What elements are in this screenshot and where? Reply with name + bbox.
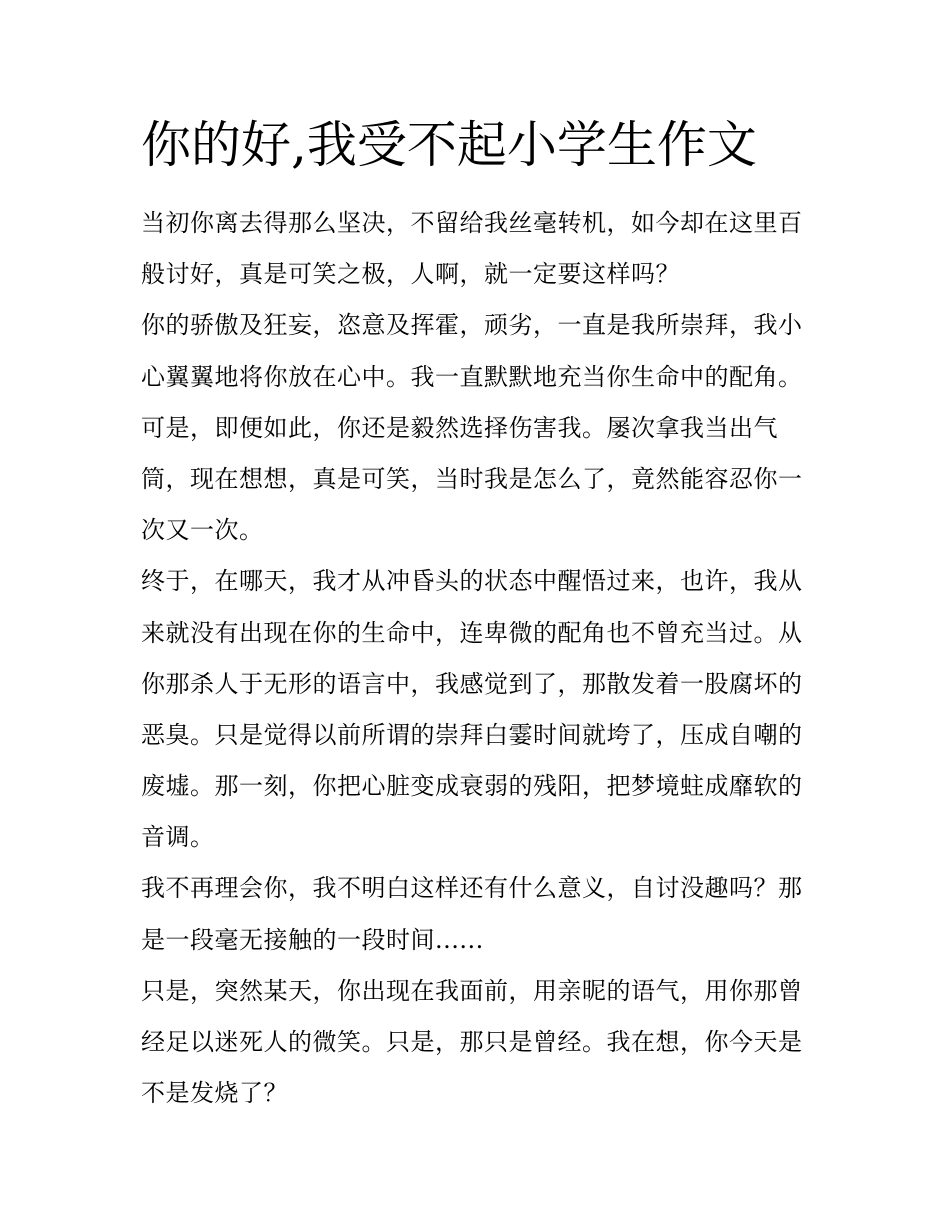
paragraph-1 [141,198,813,300]
text-line: 不是发烧了？ [141,1079,288,1108]
text-line: 次又一次。 [141,516,264,545]
text-line: 般讨好，真是可笑之极，人啊，就一定要这样吗？ [141,260,680,289]
text-line: 终于，在哪天，我才从冲昏头的状态中醒悟过来，也许，我从 [141,567,803,596]
text-line: 你的骄傲及狂妄，恣意及挥霍，顽劣，一直是我所崇拜，我小 [141,311,803,340]
text-line: 我不再理会你，我不明白这样还有什么意义，自讨没趣吗？那 [141,874,803,903]
text-line: 只是，突然某天，你出现在我面前，用亲昵的语气，用你那曾 [141,976,803,1005]
paragraph-2 [141,300,813,556]
paragraph-4 [141,863,813,965]
text-line: 经足以迷死人的微笑。只是，那只是曾经。我在想，你今天是 [141,1028,803,1056]
text-line: 心翼翼地将你放在心中。我一直默默地充当你生命中的配角。 [141,362,803,391]
paragraph-5 [141,966,813,1120]
text-line: 废墟。那一刻，你把心脏变成衰弱的残阳，把梦境蛀成靡软的 [141,772,803,801]
text-line: 是一段毫无接触的一段时间...... [141,925,484,954]
text-line: 筒，现在想想，真是可笑，当时我是怎么了，竟然能容忍你一 [141,464,803,493]
text-line: 音调。 [141,823,215,852]
text-line: 你那杀人于无形的语言中，我感觉到了，那散发着一股腐坏的 [141,669,803,698]
text-line: 来就没有出现在你的生命中，连卑微的配角也不曾充当过。从 [141,618,803,647]
paragraph-3 [141,556,813,863]
text-line: 可是，即便如此，你还是毅然选择伤害我。屡次拿我当出气 [141,413,778,442]
text-line: 当初你离去得那么坚决，不留给我丝毫转机，如今却在这里百 [141,209,803,237]
essay-body [141,198,813,1119]
essay-title: 你的好,我受不起小学生作文 [141,116,757,174]
text-line: 恶臭。只是觉得以前所谓的崇拜白霎时间就垮了，压成自嘲的 [141,720,803,749]
